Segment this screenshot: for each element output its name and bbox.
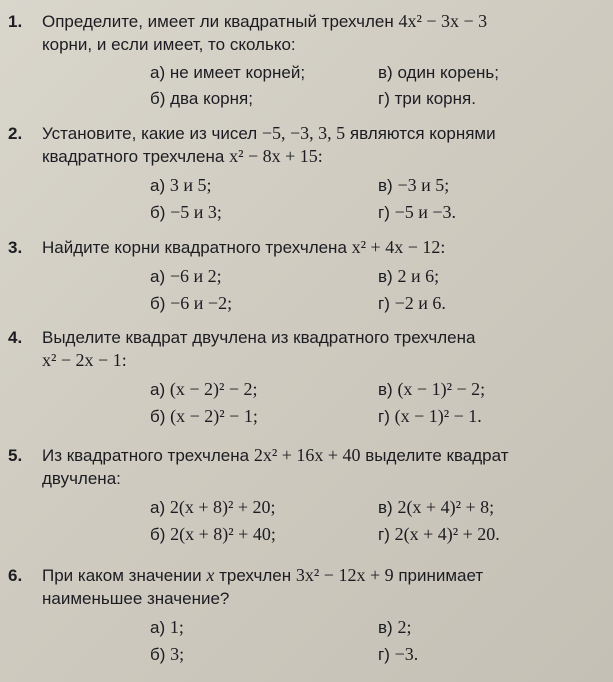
option-a[interactable]: а) 2(x + 8)² + 20; <box>150 497 276 517</box>
question-2-line-2: квадратного трехчлена x² − 8x + 15: <box>42 146 323 166</box>
question-2-numbers: −5, −3, 3, 5 <box>261 123 346 143</box>
question-6-variable: x <box>206 565 215 585</box>
question-4-expression: x² − 2x − 1: <box>42 350 127 370</box>
option-b[interactable]: б) 2(x + 8)² + 40; <box>150 524 276 544</box>
question-4-line-1 <box>8 326 604 349</box>
question-4-line-2 <box>8 349 604 372</box>
option-b[interactable]: б) −6 и −2; <box>150 293 233 313</box>
question-3-options <box>8 265 604 315</box>
option-v[interactable]: в) 2; <box>378 617 412 637</box>
option-v[interactable]: в) 2(x + 4)² + 8; <box>378 497 495 517</box>
question-3-text: Найдите корни квадратного трехчлена <box>42 238 347 257</box>
question-6-text: При каком значении <box>42 566 202 585</box>
question-6-line-1: 6. При каком значении x трехчлен 3x² − 12x + 9 принимает <box>8 565 484 585</box>
question-6 <box>8 564 604 666</box>
question-1-text: Определите, имеет ли квадратный трехчлен <box>42 12 394 31</box>
option-a[interactable]: а) 1; <box>150 617 184 637</box>
question-1-options <box>8 62 604 110</box>
option-a[interactable]: а) (x − 2)² − 2; <box>150 379 258 399</box>
question-4-number: 4. <box>8 328 23 347</box>
question-5-options <box>8 496 604 546</box>
question-3-number: 3. <box>8 238 23 257</box>
option-b[interactable]: б) −5 и 3; <box>150 202 222 222</box>
question-2-text: Установите, какие из чисел <box>42 124 258 143</box>
option-g[interactable]: г) 2(x + 4)² + 20. <box>378 524 500 544</box>
question-1-line-2: корни, и если имеет, то сколько: <box>42 35 296 54</box>
question-2-text-cont: являются корнями <box>349 124 496 143</box>
question-3-line-1 <box>8 236 604 259</box>
option-g[interactable]: г) −5 и −3. <box>378 202 457 222</box>
question-2-line-1 <box>8 122 604 145</box>
question-4 <box>8 326 604 428</box>
question-6-line-2: наименьшее значение? <box>42 589 230 608</box>
option-b[interactable]: б) два корня; <box>150 89 253 108</box>
question-5-text: Из квадратного трехчлена <box>42 446 250 465</box>
question-3-expression: x² + 4x − 12: <box>351 237 446 257</box>
option-b[interactable]: б) 3; <box>150 644 185 664</box>
option-g[interactable]: г) −3. <box>378 644 419 664</box>
option-g[interactable]: г) три корня. <box>378 89 476 108</box>
question-3 <box>8 236 604 315</box>
option-v[interactable]: в) (x − 1)² − 2; <box>378 379 486 399</box>
question-5-number: 5. <box>8 446 23 465</box>
question-6-options <box>8 616 604 666</box>
option-v[interactable]: в) 2 и 6; <box>378 266 440 286</box>
option-v[interactable]: в) −3 и 5; <box>378 175 450 195</box>
question-6-expression: 3x² − 12x + 9 <box>295 565 394 585</box>
question-6-number: 6. <box>8 566 23 585</box>
question-1-line-1 <box>8 10 604 33</box>
option-b[interactable]: б) (x − 2)² − 1; <box>150 406 258 426</box>
question-5-line-2: двучлена: <box>42 469 121 488</box>
question-2-expression: x² − 8x + 15: <box>229 146 323 166</box>
option-g[interactable]: г) (x − 1)² − 1. <box>378 406 482 426</box>
question-4-options <box>8 378 604 428</box>
question-2-number: 2. <box>8 124 23 143</box>
option-g[interactable]: г) −2 и 6. <box>378 293 446 313</box>
option-v[interactable]: в) один корень; <box>378 63 500 82</box>
option-a[interactable]: а) −6 и 2; <box>150 266 222 286</box>
option-a[interactable]: а) 3 и 5; <box>150 175 212 195</box>
question-5 <box>8 444 604 546</box>
question-2-options <box>8 174 604 224</box>
question-5-expression: 2x² + 16x + 40 <box>253 445 361 465</box>
question-5-text-cont: выделите квадрат <box>365 446 509 465</box>
question-2 <box>8 122 604 224</box>
question-1-expression: 4x² − 3x − 3 <box>398 11 488 31</box>
question-4-text: Выделите квадрат двучлена из квадратного трехчлена <box>42 328 476 347</box>
question-1-number: 1. <box>8 12 23 31</box>
question-5-line-1 <box>8 444 604 467</box>
question-1 <box>8 10 604 110</box>
option-a[interactable]: а) не имеет корней; <box>150 63 306 82</box>
